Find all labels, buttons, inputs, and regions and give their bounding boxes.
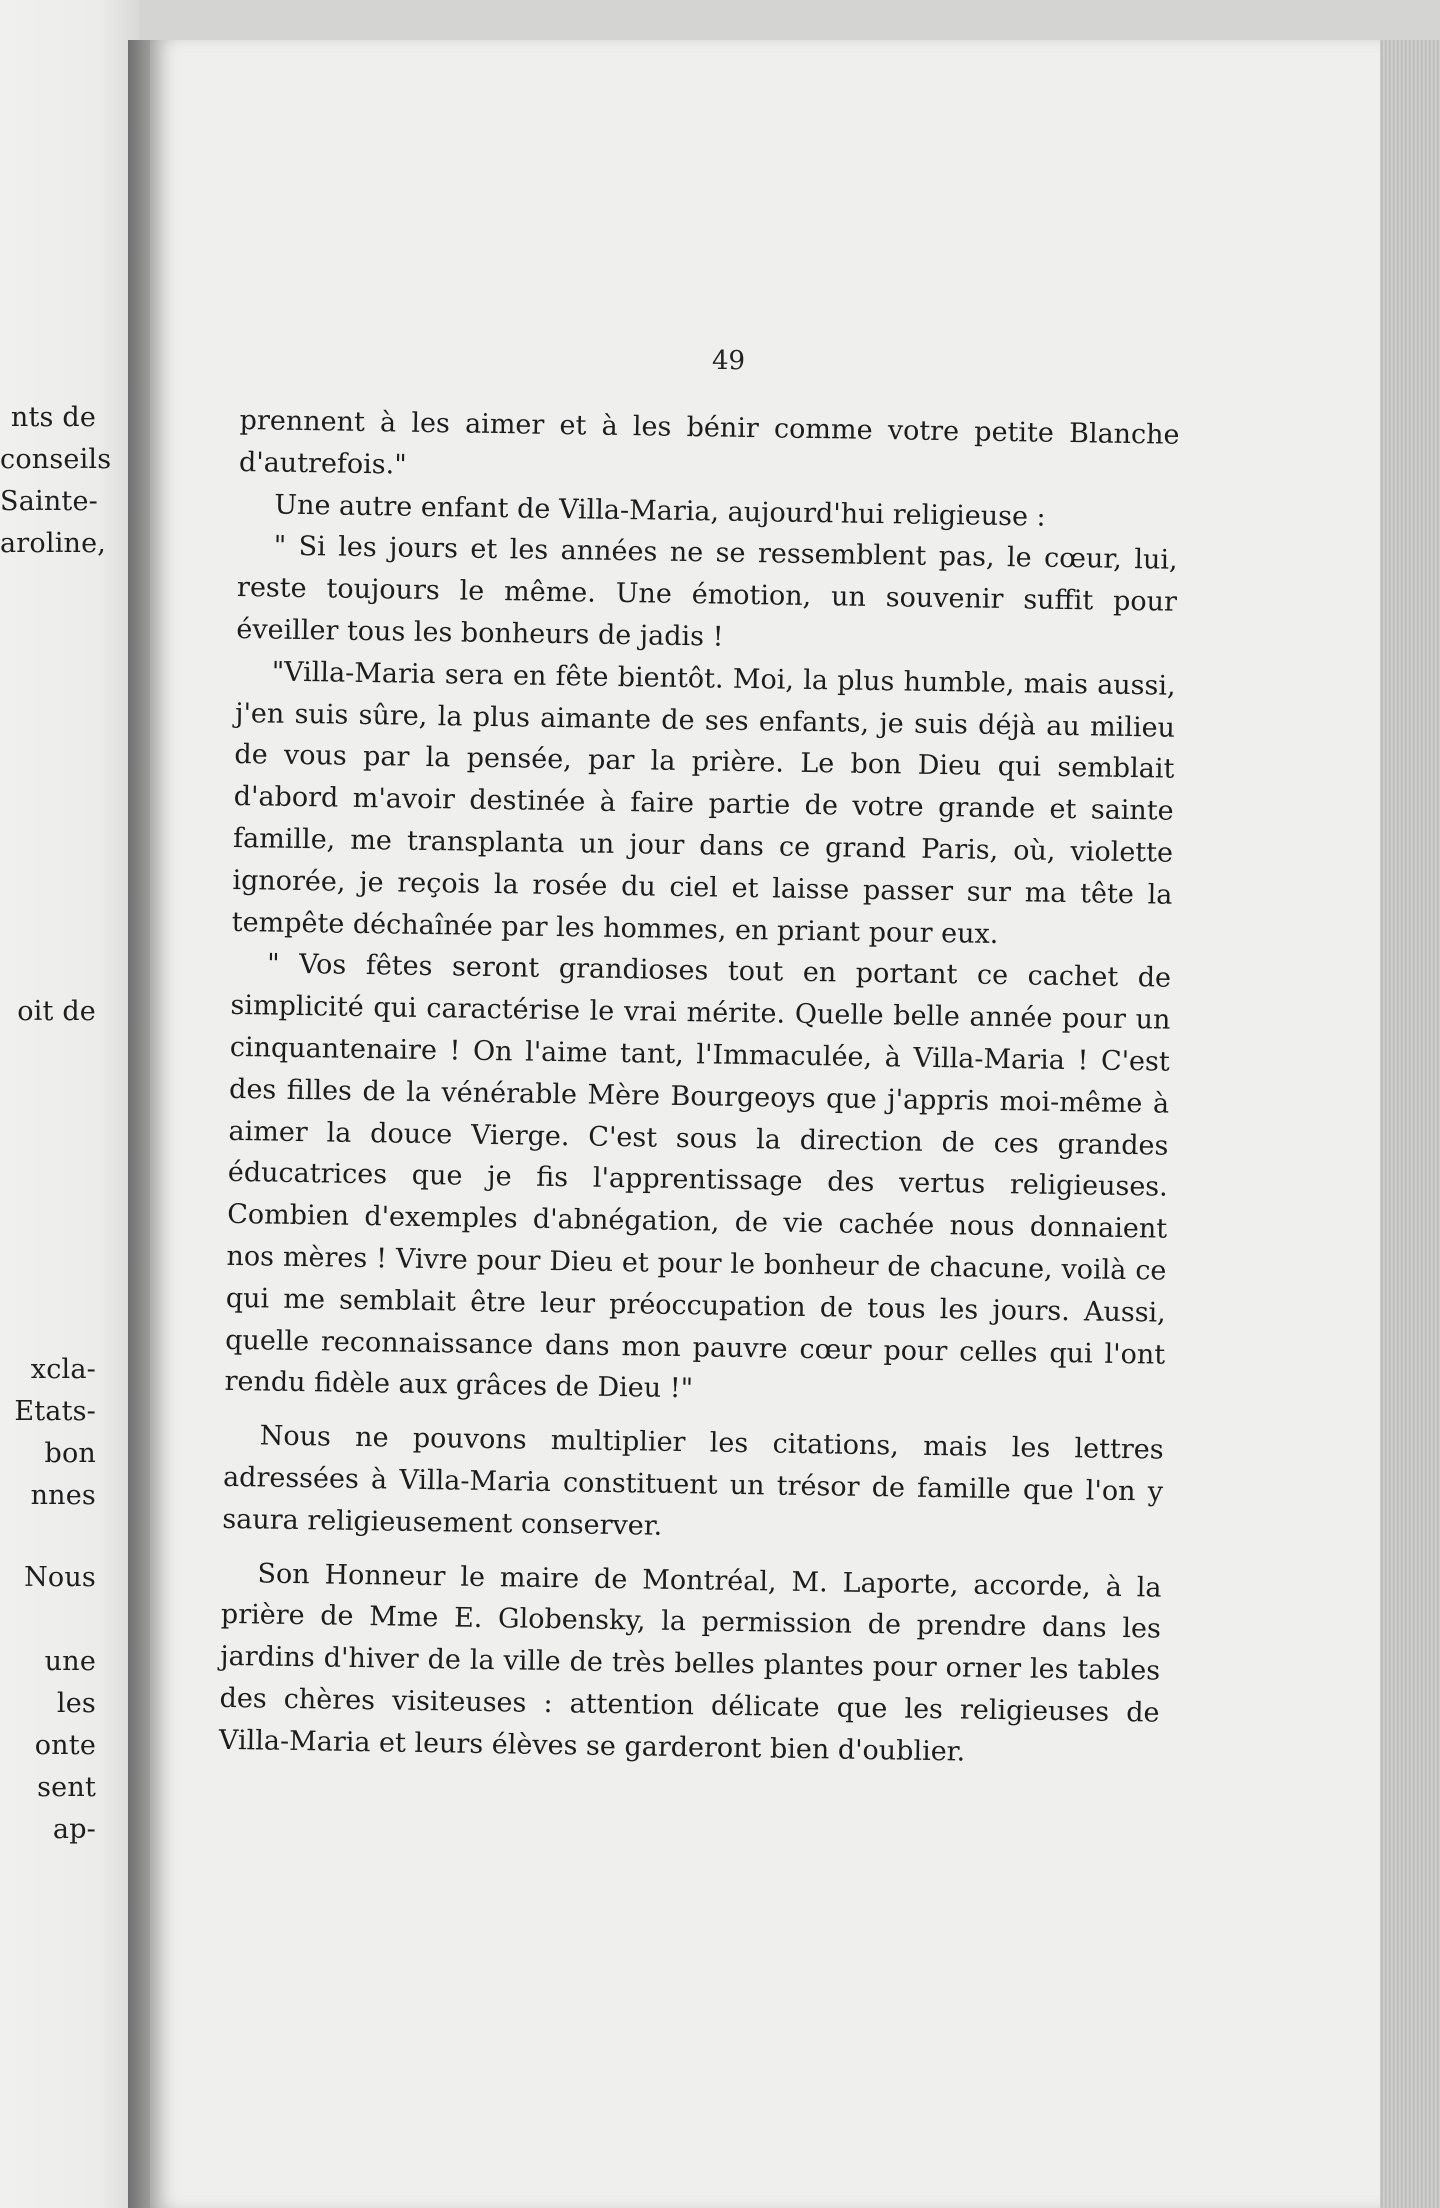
left-page-line: xcla- <box>30 1354 96 1385</box>
quoted-paragraph: " Si les jours et les années ne se ressemblent pas, le cœur, lui, reste toujours le même. Une émotion, un souvenir suffit pour éveiller tous les bonheurs de jadis ! <box>236 530 1178 653</box>
page-body-text <box>219 400 1180 1776</box>
page-stack-edge <box>1380 40 1440 2208</box>
left-page-line: oit de <box>17 996 96 1027</box>
left-page-line: une <box>44 1646 96 1677</box>
left-page-line: sent <box>37 1772 96 1803</box>
left-page-fragment <box>0 0 140 2208</box>
left-page-line: nts de <box>10 402 96 433</box>
left-page-line: onte <box>34 1730 96 1761</box>
paragraph: Son Honneur le maire de Montréal, M. Laporte, accorde, à la prière de Mme E. Globensky, la permission de prendre dans les jardins d'hiver de la ville de très belles plantes pour orner les tables des chères visiteuses : attention délicate que les religieuses de Villa-Maria et leurs élèves se garderont bien d'oublier. <box>218 1557 1162 1768</box>
left-page-line: Etats- <box>14 1396 96 1427</box>
left-page-line: conseils <box>0 444 112 475</box>
paragraph: Nous ne pouvons multiplier les citations, mais les lettres adressées à Villa-Maria constituent un trésor de famille que l'on y saura religieusement conserver. <box>222 1420 1164 1542</box>
left-page-line: aroline, <box>0 528 107 559</box>
left-page-line: bon <box>44 1438 96 1469</box>
paragraph: Une autre enfant de Villa-Maria, aujourd'hui religieuse : <box>274 489 1046 533</box>
paragraph: prennent à les aimer et à les bénir comme votre petite Blanche d'autrefois." <box>238 404 1180 481</box>
left-page-line: Nous <box>24 1562 96 1593</box>
left-page-line: les <box>56 1688 96 1719</box>
page-number: 49 <box>712 346 746 376</box>
left-page-line: Sainte- <box>0 486 98 517</box>
left-page-line: ap- <box>52 1814 96 1845</box>
quoted-paragraph: "Villa-Maria sera en fête bientôt. Moi, la plus humble, mais aussi, j'en suis sûre, la plus aimante de ses enfants, je suis déjà au milieu de vous par la pensée, par la prière. Le bon Dieu qui semblait d'abord m'avoir destinée à faire partie de votre grande et sainte famille, me transplanta un jour dans ce grand Paris, où, violette ignorée, je reçois la rosée du ciel et laisse passer sur ma tête la tempête déchaînée par les hommes, en priant pour eux. <box>231 656 1176 950</box>
left-page-line: nnes <box>30 1480 96 1511</box>
quoted-paragraph: " Vos fêtes seront grandioses tout en portant ce cachet de simplicité qui caractérise le vrai mérite. Quelle belle année pour un cinquantenaire ! On l'aime tant, l'Immaculée, à Villa-Maria ! C'est des filles de la vénérable Mère Bourgeoys que j'appris moi-même à aimer la douce Vierge. C'est sous la direction de ces grandes éducatrices que je fis l'apprentissage des vertus religieuses. Combien d'exemples d'abnégation, de vie cachée nous donnaient nos mères ! Vivre pour Dieu et pour le bonheur de chacune, voilà ce qui me semblait être leur préoccupation de tous les jours. Aussi, quelle reconnaissance dans mon pauvre cœur pour celles qui l'ont rendu fidèle aux grâces de Dieu !" <box>224 948 1172 1405</box>
